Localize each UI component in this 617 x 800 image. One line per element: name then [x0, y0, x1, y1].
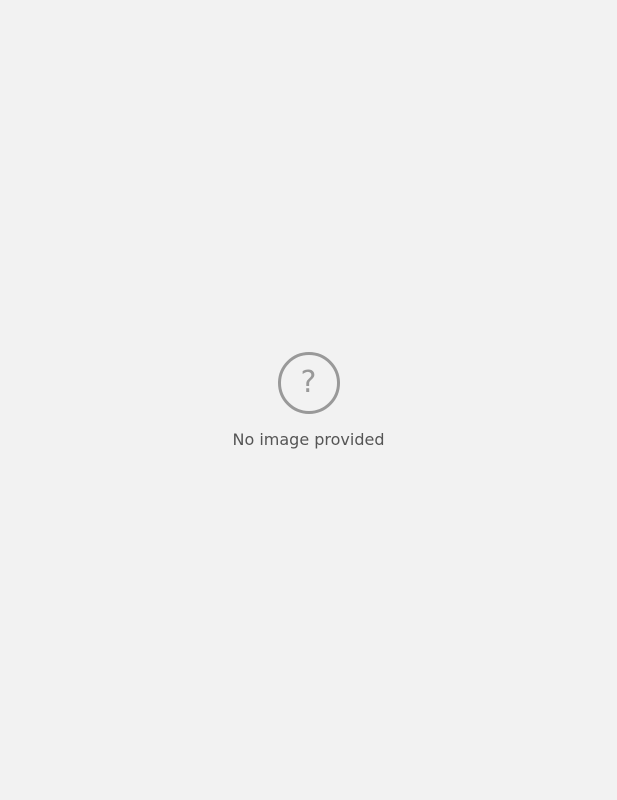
- placeholder-message: No image provided: [232, 429, 385, 449]
- missing-image-icon: ?: [278, 352, 340, 414]
